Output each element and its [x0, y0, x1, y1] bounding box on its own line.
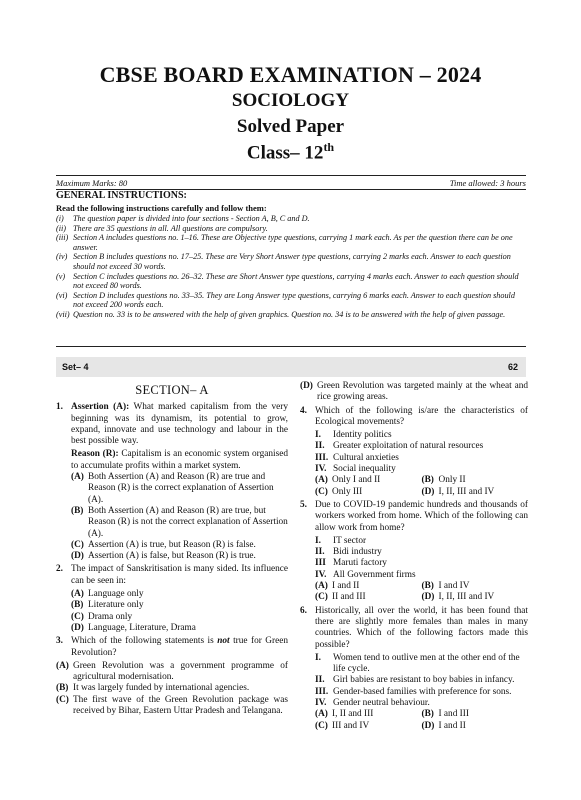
option: [315, 592, 422, 603]
option-text: Only I and II: [332, 475, 381, 486]
question-number: 5.: [300, 499, 307, 510]
option: [315, 487, 422, 498]
set-label: Set– 4: [62, 362, 89, 372]
option-text: Only III: [332, 486, 363, 497]
question-number: 2.: [56, 564, 63, 575]
option-text: Assertion (A) is true, but Reason (R) is false.: [88, 539, 256, 550]
statement-label: I.: [315, 652, 321, 663]
assertion-label: Assertion (A):: [71, 402, 130, 413]
option-text: Green Revolution was a government programme of agricultural modernisation.: [73, 660, 288, 683]
instruction-text: There are 35 questions in all. All questions are compulsory.: [73, 223, 268, 233]
instructions-list: [56, 214, 526, 320]
statement-label: I.: [315, 535, 321, 546]
option-label: (A): [315, 709, 328, 720]
option-text: II and III: [332, 592, 366, 603]
question-3: [56, 636, 288, 659]
option-label: (B): [71, 600, 84, 611]
question-number: 1.: [56, 402, 63, 413]
option: [315, 581, 422, 592]
statement-text: IT sector: [333, 535, 367, 546]
statement: [315, 453, 528, 464]
option-label: (A): [71, 589, 84, 600]
statement-label: II.: [315, 441, 325, 452]
option-text: Both Assertion (A) and Reason (R) are true and Reason (R) is the correct explanation of Assertion (A).: [88, 472, 274, 505]
statement: [315, 464, 528, 475]
question-text: Which of the following is/are the characteristics of Ecological movements?: [315, 405, 528, 427]
instruction-text: Section C includes questions no. 26–32. These are Short Answer type questions, carrying 4 marks each. Answer to each question should not exceed 80 words.: [73, 271, 519, 291]
statement-text: Gender neutral behaviour.: [333, 698, 430, 709]
statement-label: III: [315, 558, 326, 569]
option-label: (B): [421, 475, 434, 486]
question-4: [300, 406, 528, 429]
statement-label: IV.: [315, 464, 327, 475]
set-bar: [56, 357, 526, 377]
statement-label: IV.: [315, 569, 327, 580]
statement-label: II.: [315, 547, 325, 558]
question-number: 4.: [300, 405, 307, 416]
question-text: [71, 636, 288, 659]
option-text: Literature only: [88, 600, 144, 611]
instructions-lead: Read the following instructions carefully and follow them:: [56, 203, 267, 213]
exam-title: CBSE BOARD EXAMINATION – 2024: [99, 62, 482, 87]
option: [300, 381, 528, 404]
instruction-item: [56, 291, 526, 310]
option-label: (B): [421, 581, 434, 592]
statement-text: Gender-based families with preference for sons.: [333, 686, 512, 697]
option-label: (D): [71, 551, 84, 562]
option: [71, 600, 288, 611]
question-number: 6.: [300, 605, 307, 616]
question-text: Due to COVID-19 pandemic hundreds and thousands of workers worked from home. Which of the following can allow work from home?: [315, 499, 528, 533]
statement: [315, 653, 528, 676]
statement-text: Maruti factory: [333, 558, 387, 569]
option: [422, 581, 529, 592]
time-allowed: Time allowed: 3 hours: [449, 178, 526, 188]
option: [71, 623, 288, 634]
option-label: (D): [421, 720, 435, 731]
instruction-text: Section A includes questions no. 1–16. These are Objective type questions, carrying 1 mark each. As per the question there can be one answer.: [73, 233, 513, 252]
reason: [71, 449, 288, 472]
option-text: III and IV: [332, 720, 370, 731]
option-label: (C): [315, 720, 328, 731]
statement: [315, 675, 528, 686]
question-text-b: true for Green Revolution?: [71, 636, 288, 658]
page-number: 62: [507, 362, 518, 372]
option-label: (B): [71, 505, 84, 516]
option-label: (D): [71, 622, 84, 633]
instruction-item: [56, 252, 526, 271]
class-suffix: th: [323, 140, 335, 154]
statement-text: Bidi industry: [333, 547, 382, 558]
option: [422, 487, 529, 498]
option-text: Assertion (A) is false, but Reason (R) is true.: [88, 551, 256, 562]
instruction-number: (vi): [56, 290, 68, 300]
instruction-item: [56, 233, 526, 252]
option-label: (C): [315, 486, 328, 497]
instruction-text: Section D includes questions no. 33–35. They are Long Answer type questions, carrying 6 marks each. Answer to each question should not exceed 200 words each.: [73, 290, 515, 310]
statement: [315, 558, 528, 569]
statement: [315, 430, 528, 441]
reason-text: Capitalism is an economic system organised to accumulate profits within a market system.: [71, 449, 288, 471]
option-text: Both Assertion (A) and Reason (R) are true, but Reason (R) is not the correct explanation of Assertion (A).: [88, 505, 288, 539]
statement: [315, 536, 528, 547]
option-label: (D): [421, 592, 435, 603]
statement-text: Social inequality: [333, 464, 396, 475]
option: [422, 592, 529, 603]
statement-text: Women tend to outlive men at the other end of the life cycle.: [333, 652, 520, 675]
instructions-divider: [56, 346, 526, 347]
option: [56, 661, 288, 684]
option-label: (C): [56, 694, 69, 705]
instruction-text: The question paper is divided into four sections - Section A, B, C and D.: [73, 214, 310, 223]
instruction-item: [56, 310, 526, 320]
statement-label: III.: [315, 452, 329, 463]
instruction-number: (i): [56, 214, 64, 223]
option: [71, 612, 288, 623]
option: [422, 475, 529, 486]
statement: [315, 441, 528, 452]
statement-text: Greater exploitation of natural resources: [333, 441, 484, 452]
left-column: [56, 381, 288, 717]
reason-label: Reason (R):: [71, 449, 119, 460]
question-text: Historically, all over the world, it has been found that there are slightly more females than males in many countries. Which of the following factors made this possible?: [315, 605, 528, 650]
option: [71, 472, 288, 506]
instruction-item: [56, 272, 526, 291]
question-number: 3.: [56, 636, 63, 647]
instruction-text: Question no. 33 is to be answered with the help of given graphics. Question no. 34 is to be answered with the help of given passage.: [73, 309, 506, 319]
option: [71, 540, 288, 551]
statement-label: III.: [315, 686, 329, 697]
options-grid: [315, 581, 528, 604]
option: [56, 683, 288, 694]
instruction-number: (ii): [56, 223, 67, 233]
statement-text: Girl babies are resistant to boy babies in infancy.: [333, 675, 515, 686]
max-marks: Maximum Marks: 80: [56, 178, 128, 188]
question-text: [71, 402, 288, 447]
option-label: (C): [71, 539, 84, 550]
instruction-number: (vii): [56, 309, 70, 319]
statement: [315, 687, 528, 698]
options-grid: [315, 709, 528, 732]
statement-label: I.: [315, 430, 321, 441]
statement: [315, 698, 528, 709]
option: [315, 709, 422, 720]
top-divider: [56, 175, 526, 176]
statement-label: IV.: [315, 698, 327, 709]
instructions-title: GENERAL INSTRUCTIONS:: [56, 190, 187, 201]
paper-type: Solved Paper: [236, 116, 345, 137]
option-text: Green Revolution was targeted mainly at the wheat and rice growing areas.: [317, 381, 528, 403]
option-text: I, II and III: [332, 709, 374, 720]
option-text: Only II: [438, 475, 466, 486]
option-label: (C): [71, 611, 84, 622]
option-text: Language only: [88, 589, 144, 600]
option-text: I and II: [438, 720, 466, 731]
option-text: The first wave of the Green Revolution package was received by Bihar, Eastern Uttar Pradesh and Telangana.: [73, 694, 288, 717]
option-label: (C): [315, 592, 328, 603]
option: [422, 709, 529, 720]
statement-text: Cultural anxieties: [333, 452, 399, 463]
option-label: (A): [71, 472, 84, 483]
option: [56, 695, 288, 718]
option-text: Language, Literature, Drama: [88, 622, 196, 633]
option-label: (B): [56, 683, 69, 694]
option-text: I, II, III and IV: [438, 486, 495, 497]
option-label: (A): [315, 475, 328, 486]
assertion-text: What marked capitalism from the very beginning was its dynamism, its potential to grow, expand, innovate and use technology and labour in the best possible way.: [71, 402, 288, 447]
class-title: [0, 140, 581, 164]
options-grid: [315, 475, 528, 498]
option: [315, 721, 422, 732]
question-2: [56, 564, 288, 587]
option-text: I and IV: [438, 581, 470, 592]
option-label: (A): [56, 660, 69, 671]
instruction-text: Section B includes questions no. 17–25. These are Very Short Answer type questions, carrying 2 marks each. Answer to each question should not exceed 30 words.: [73, 252, 511, 271]
question-1: [56, 402, 288, 447]
option: [71, 589, 288, 600]
instruction-number: (iii): [56, 233, 69, 243]
question-emphasis: not: [217, 636, 230, 647]
instruction-item: [56, 224, 526, 234]
statement-label: II.: [315, 675, 325, 686]
right-column: [300, 381, 528, 732]
option: [71, 506, 288, 540]
option-label: (D): [421, 486, 435, 497]
statement: [315, 570, 528, 581]
option: [315, 475, 422, 486]
instruction-number: (iv): [56, 252, 68, 262]
option: [422, 721, 529, 732]
option-text: It was largely funded by international agencies.: [73, 683, 250, 694]
statement-text: All Government firms: [333, 569, 416, 580]
option-text: I, II, III and IV: [438, 592, 495, 603]
option: [71, 551, 288, 562]
subject-title: SOCIOLOGY: [231, 90, 350, 111]
question-5: [300, 500, 528, 534]
option-label: (A): [315, 581, 328, 592]
statement-text: Identity politics: [333, 430, 392, 441]
option-text: I and II: [332, 581, 360, 592]
instruction-number: (v): [56, 271, 66, 281]
option-label: (B): [421, 709, 434, 720]
question-text: The impact of Sanskritisation is many sided. Its influence can be seen in:: [71, 564, 288, 586]
option-text: I and III: [438, 709, 469, 720]
instruction-item: [56, 214, 526, 224]
question-6: [300, 606, 528, 651]
section-title: SECTION– A: [135, 383, 209, 397]
question-text-a: Which of the following statements is: [71, 636, 218, 647]
class-text: Class– 12: [246, 142, 324, 164]
statement: [315, 547, 528, 558]
option-text: Drama only: [88, 611, 133, 622]
option-label: (D): [300, 381, 313, 391]
